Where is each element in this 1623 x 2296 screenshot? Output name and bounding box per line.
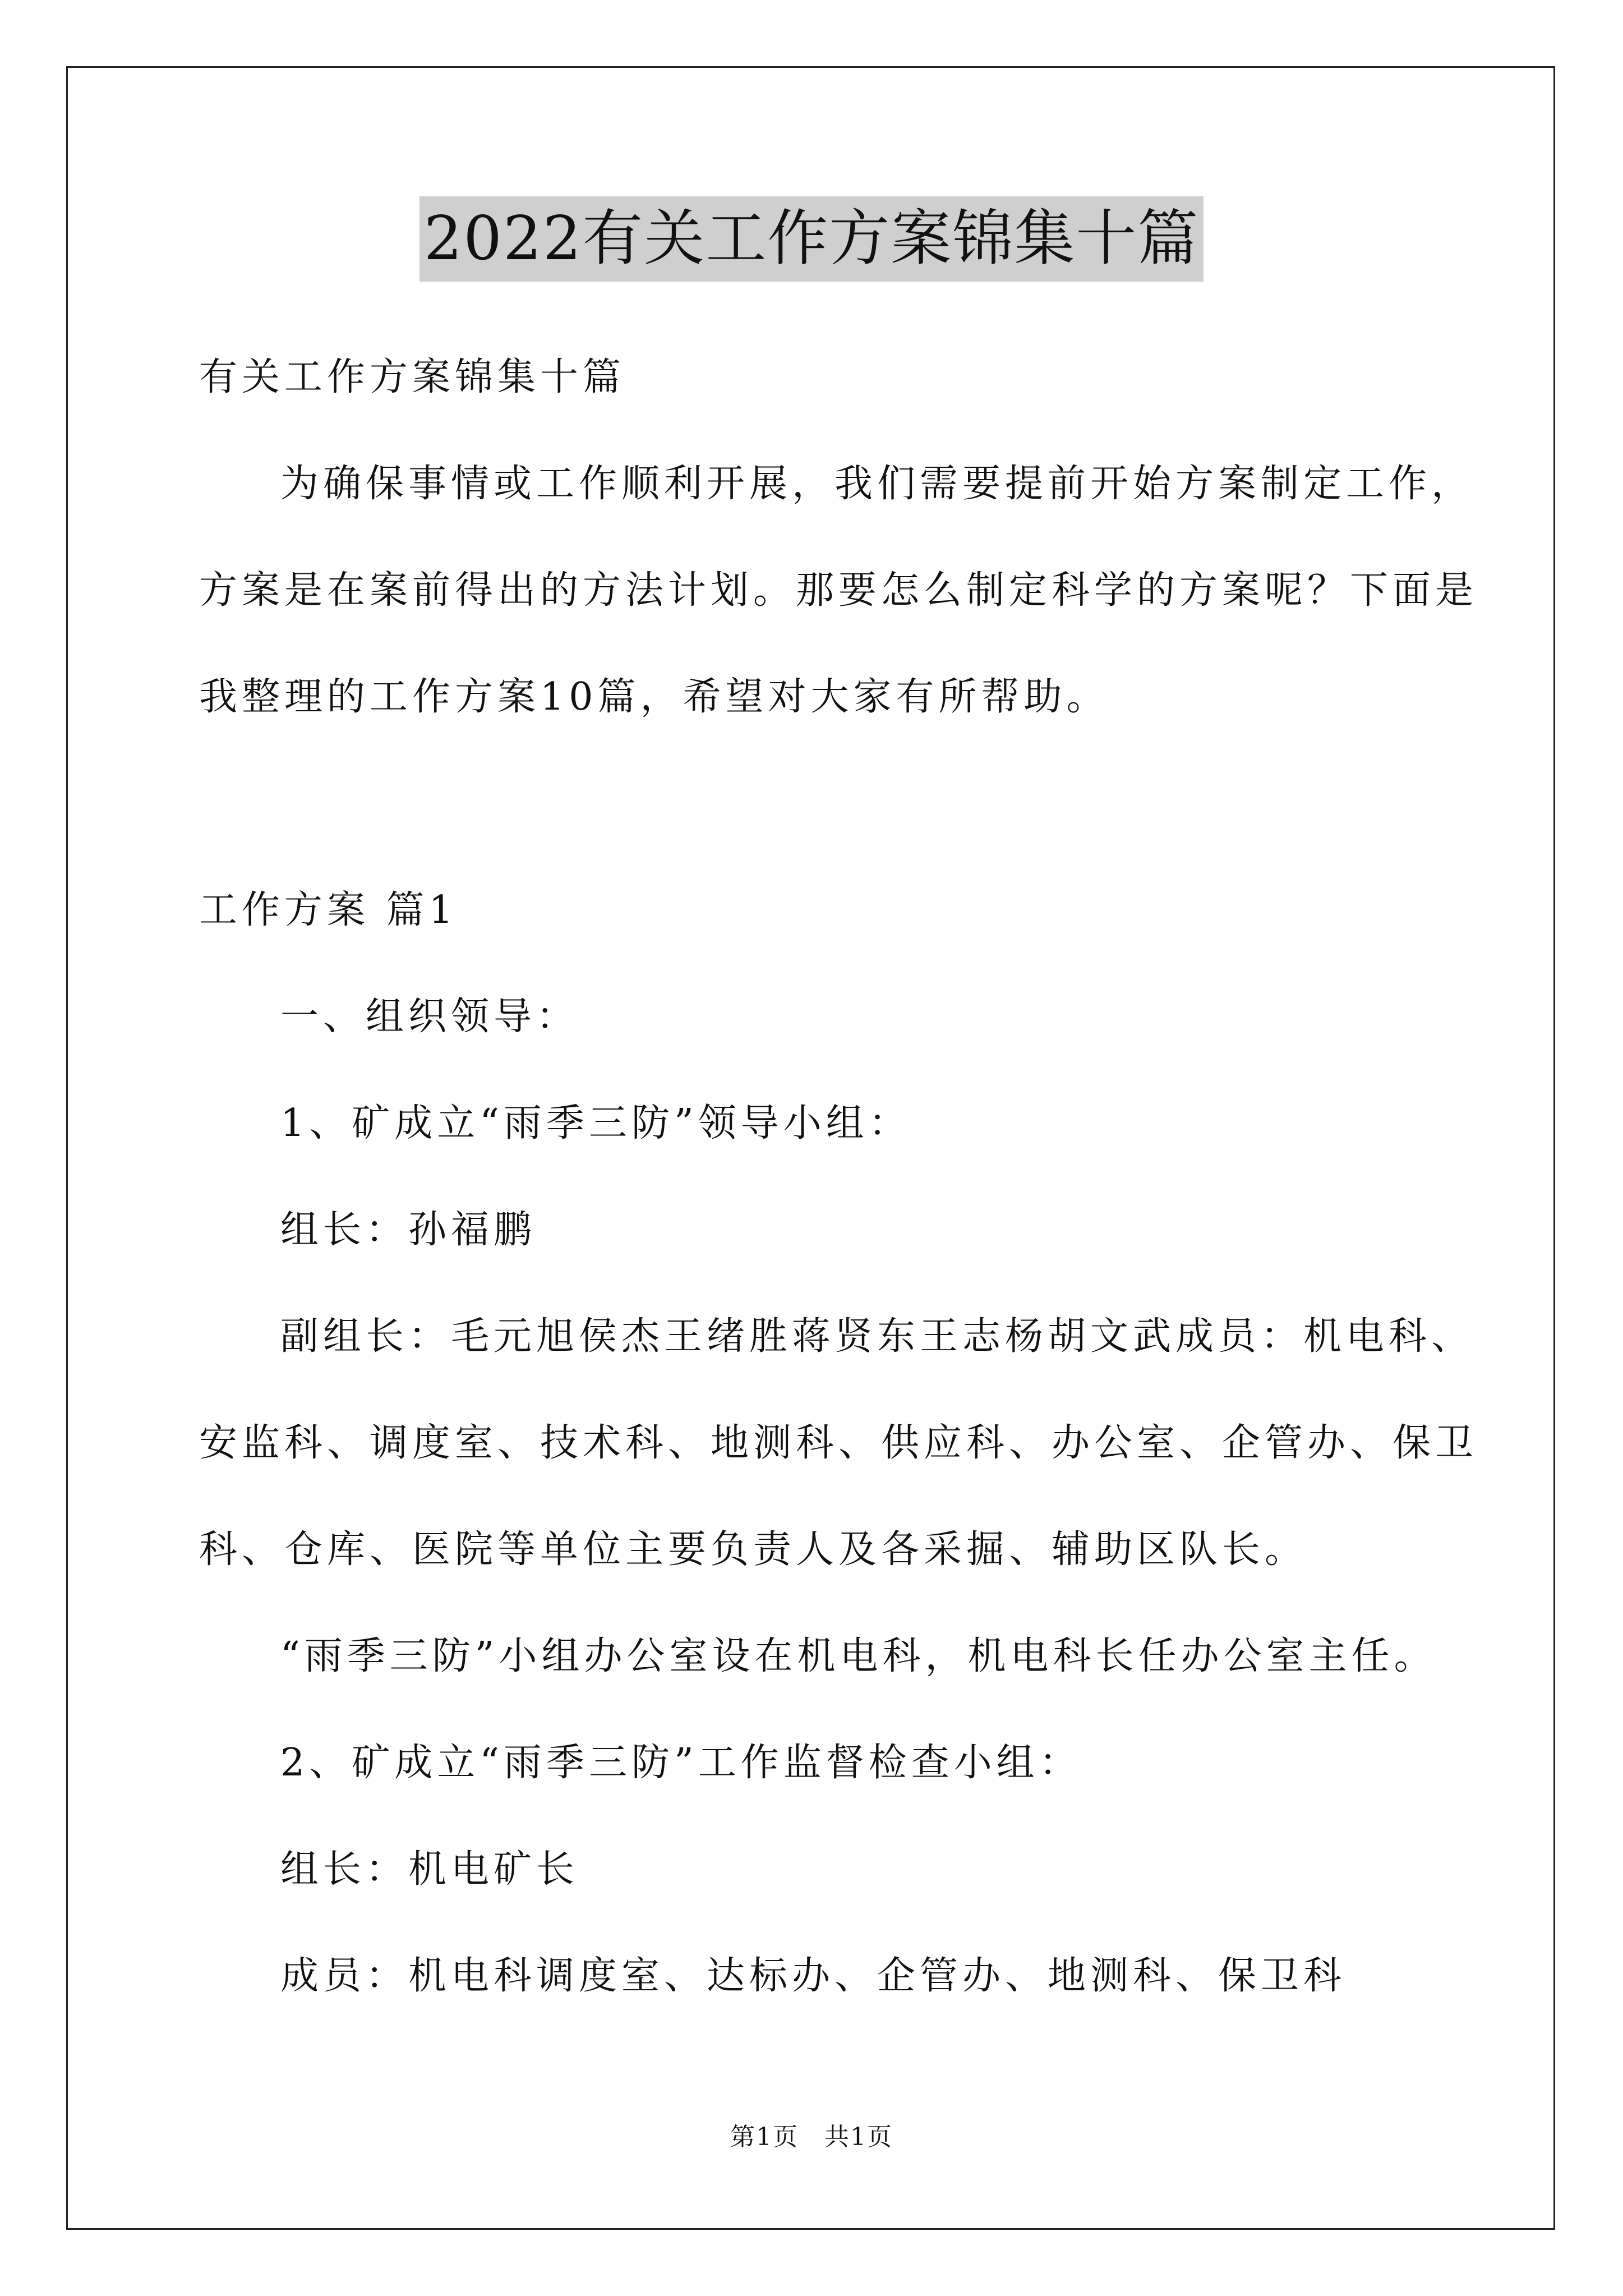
body-line-6: 科、仓库、医院等单位主要负责人及各采掘、辅助区队长。: [199, 1527, 1308, 1572]
title-container: [0, 196, 1623, 282]
page-number-footer: 第1页 共1页: [730, 2123, 893, 2151]
section-heading: 工作方案 篇1: [199, 888, 458, 932]
body-line-3: 组长：孙福鹏: [280, 1208, 537, 1252]
intro-line-1: 为确保事情或工作顺利开展，我们需要提前开始方案制定工作，: [280, 462, 1474, 506]
intro-line-3: 我整理的工作方案10篇，希望对大家有所帮助。: [199, 675, 1109, 719]
body-line-4: 副组长：毛元旭侯杰王绪胜蒋贤东王志杨胡文武成员：机电科、: [280, 1314, 1474, 1359]
document-title: 2022有关工作方案锦集十篇: [419, 196, 1204, 282]
body-line-8: 2、矿成立“雨季三防”工作监督检查小组：: [280, 1741, 1082, 1785]
body-line-5: 安监科、调度室、技术科、地测科、供应科、办公室、企管办、保卫: [199, 1421, 1478, 1465]
body-line-7: “雨季三防”小组办公室设在机电科，机电科长任办公室主任。: [280, 1634, 1437, 1678]
body-line-9: 组长：机电矿长: [280, 1847, 579, 1892]
body-line-2: 1、矿成立“雨季三防”领导小组：: [280, 1101, 911, 1145]
document-subtitle: 有关工作方案锦集十篇: [199, 355, 626, 399]
intro-line-2: 方案是在案前得出的方法计划。那要怎么制定科学的方案呢？下面是: [199, 568, 1478, 613]
body-line-1: 一、组织领导：: [280, 995, 579, 1039]
body-line-10: 成员：机电科调度室、达标办、企管办、地测科、保卫科: [280, 1954, 1347, 1998]
